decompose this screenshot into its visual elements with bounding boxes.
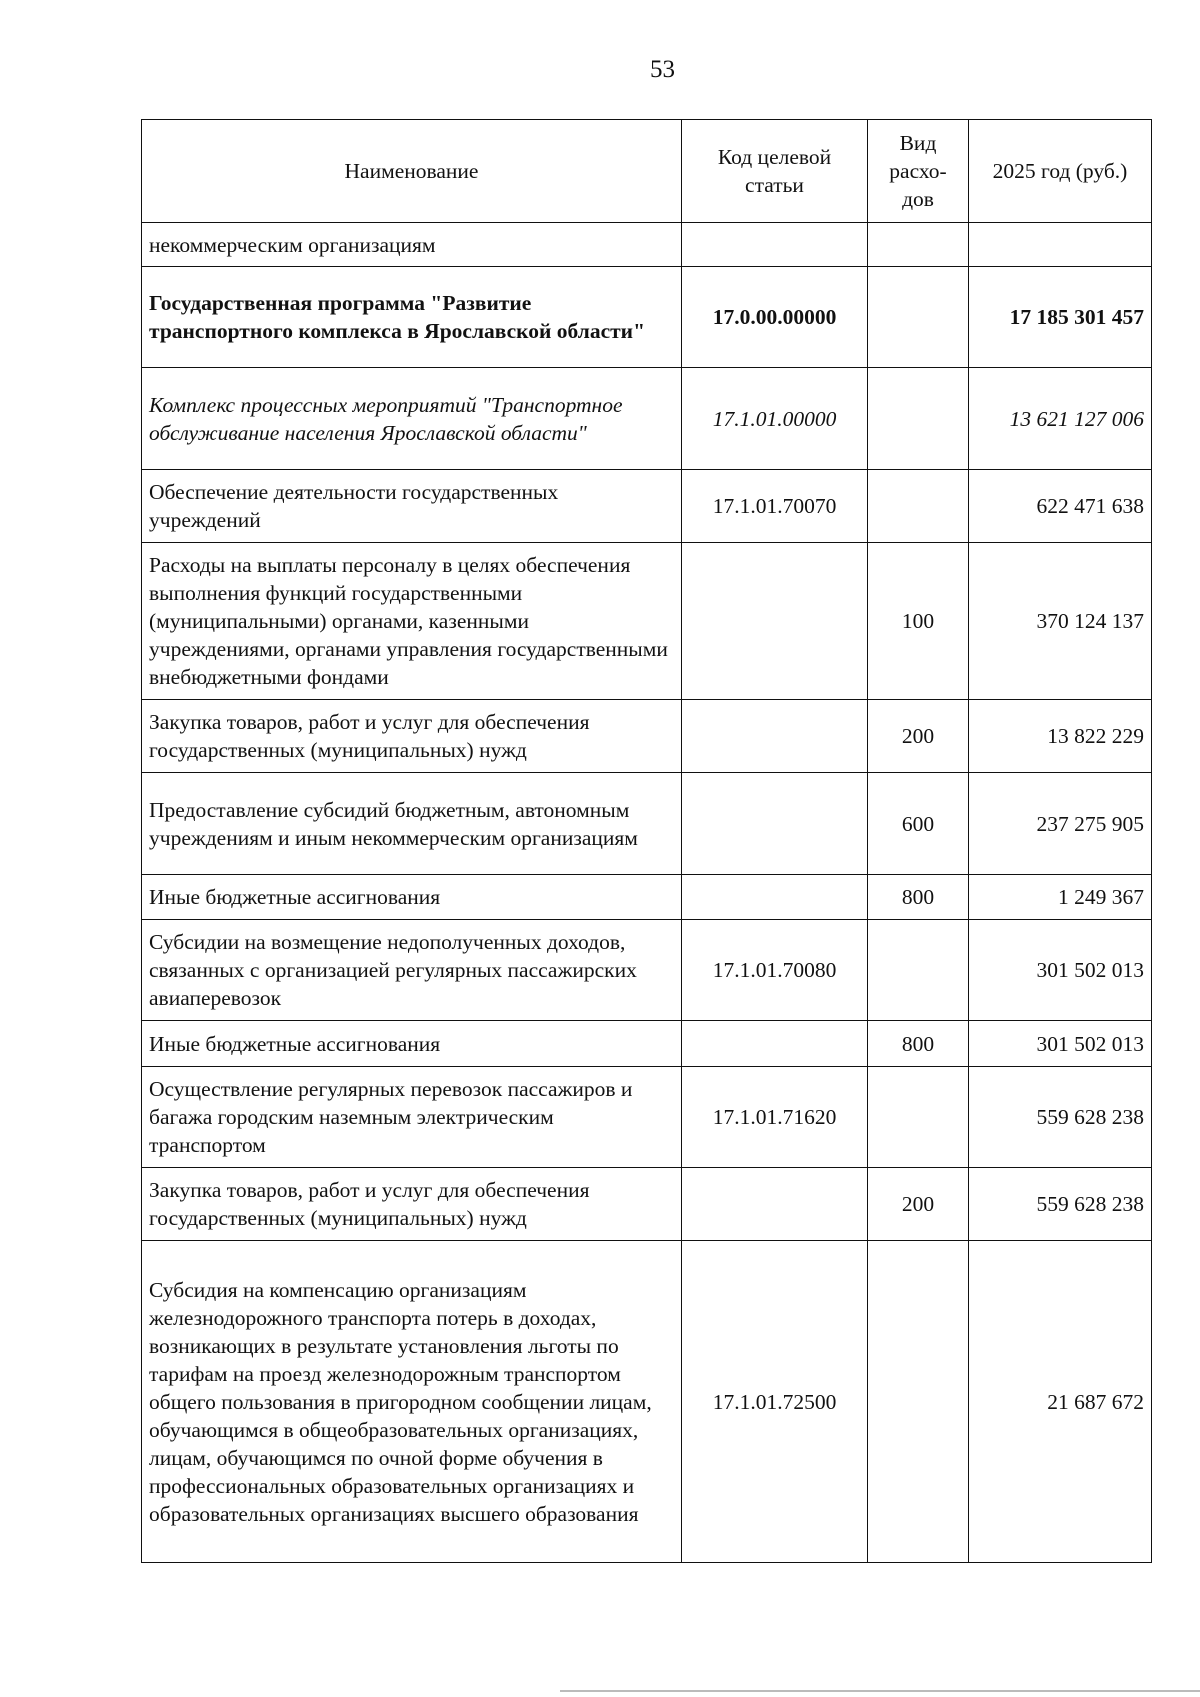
page-number: 53 <box>650 56 675 83</box>
row-name-cell: Субсидии на возмещение недополученных доходов, связанных с организацией регулярных пассажирских авиаперевозок <box>142 920 682 1021</box>
table-row <box>142 773 1152 875</box>
row-expense-type-cell <box>868 470 969 543</box>
row-expense-type-cell: 100 <box>868 543 969 700</box>
row-name-cell: Комплекс процессных мероприятий "Транспортное обслуживание населения Ярославской области" <box>142 368 682 470</box>
row-amount-cell <box>969 223 1152 267</box>
row-amount-cell: 622 471 638 <box>969 470 1152 543</box>
row-name-cell: Обеспечение деятельности государственных учреждений <box>142 470 682 543</box>
row-name-cell: Иные бюджетные ассигнования <box>142 1021 682 1067</box>
table-row <box>142 223 1152 267</box>
row-code-cell: 17.1.01.72500 <box>682 1241 868 1563</box>
row-code-cell <box>682 1021 868 1067</box>
row-amount-cell: 13 621 127 006 <box>969 368 1152 470</box>
row-code-cell: 17.0.00.00000 <box>682 267 868 368</box>
table-row <box>142 1241 1152 1563</box>
row-code-cell <box>682 700 868 773</box>
row-amount-cell: 13 822 229 <box>969 700 1152 773</box>
row-name-cell: Закупка товаров, работ и услуг для обеспечения государственных (муниципальных) нужд <box>142 1168 682 1241</box>
row-expense-type-cell: 800 <box>868 875 969 920</box>
table-row <box>142 368 1152 470</box>
row-expense-type-cell <box>868 920 969 1021</box>
table-row <box>142 920 1152 1021</box>
row-expense-type-cell <box>868 368 969 470</box>
row-name-cell: Осуществление регулярных перевозок пассажиров и багажа городским наземным электрическим транспортом <box>142 1067 682 1168</box>
table-row <box>142 470 1152 543</box>
table-row <box>142 700 1152 773</box>
table-row <box>142 267 1152 368</box>
row-expense-type-cell: 200 <box>868 1168 969 1241</box>
row-expense-type-cell: 800 <box>868 1021 969 1067</box>
row-amount-cell: 17 185 301 457 <box>969 267 1152 368</box>
header-code: Код целевой статьи <box>682 120 868 223</box>
row-name-cell: Иные бюджетные ассигнования <box>142 875 682 920</box>
row-amount-cell: 1 249 367 <box>969 875 1152 920</box>
header-name: Наименование <box>142 120 682 223</box>
row-code-cell: 17.1.01.71620 <box>682 1067 868 1168</box>
table-row <box>142 1067 1152 1168</box>
row-expense-type-cell <box>868 1241 969 1563</box>
row-amount-cell: 301 502 013 <box>969 920 1152 1021</box>
row-name-cell: некоммерческим организациям <box>142 223 682 267</box>
row-code-cell: 17.1.01.70070 <box>682 470 868 543</box>
row-code-cell <box>682 543 868 700</box>
row-expense-type-cell: 200 <box>868 700 969 773</box>
table-row <box>142 1021 1152 1067</box>
row-expense-type-cell <box>868 267 969 368</box>
row-name-cell: Субсидия на компенсацию организациям железнодорожного транспорта потерь в доходах, возникающих в результате установления льготы по тарифам на проезд железнодорожным транспортом общего пользования в пригородном сообщении лицам, обучающимся в общеобразовательных организациях, лицам, обучающимся по очной форме обучения в профессиональных образовательных организациях и образовательных организациях высшего образования <box>142 1241 682 1563</box>
row-code-cell <box>682 223 868 267</box>
row-amount-cell: 21 687 672 <box>969 1241 1152 1563</box>
row-code-cell <box>682 875 868 920</box>
row-code-cell <box>682 773 868 875</box>
row-name-cell: Предоставление субсидий бюджетным, автономным учреждениям и иным некоммерческим организациям <box>142 773 682 875</box>
header-expense-type: Вид расхо-дов <box>868 120 969 223</box>
header-amount-2025: 2025 год (руб.) <box>969 120 1152 223</box>
row-code-cell: 17.1.01.00000 <box>682 368 868 470</box>
row-expense-type-cell <box>868 223 969 267</box>
row-code-cell <box>682 1168 868 1241</box>
row-code-cell: 17.1.01.70080 <box>682 920 868 1021</box>
row-amount-cell: 301 502 013 <box>969 1021 1152 1067</box>
row-expense-type-cell <box>868 1067 969 1168</box>
table-row <box>142 543 1152 700</box>
row-name-cell: Государственная программа "Развитие транспортного комплекса в Ярославской области" <box>142 267 682 368</box>
row-name-cell: Расходы на выплаты персоналу в целях обеспечения выполнения функций государственными (муниципальными) органами, казенными учреждениями, органами управления государственными внебюджетными фондами <box>142 543 682 700</box>
table-row <box>142 1168 1152 1241</box>
row-amount-cell: 237 275 905 <box>969 773 1152 875</box>
budget-table <box>141 119 1152 1563</box>
row-amount-cell: 370 124 137 <box>969 543 1152 700</box>
row-amount-cell: 559 628 238 <box>969 1168 1152 1241</box>
table-row <box>142 875 1152 920</box>
table-header-row <box>142 120 1152 223</box>
row-amount-cell: 559 628 238 <box>969 1067 1152 1168</box>
page-edge-line <box>560 1690 1200 1692</box>
row-name-cell: Закупка товаров, работ и услуг для обеспечения государственных (муниципальных) нужд <box>142 700 682 773</box>
row-expense-type-cell: 600 <box>868 773 969 875</box>
